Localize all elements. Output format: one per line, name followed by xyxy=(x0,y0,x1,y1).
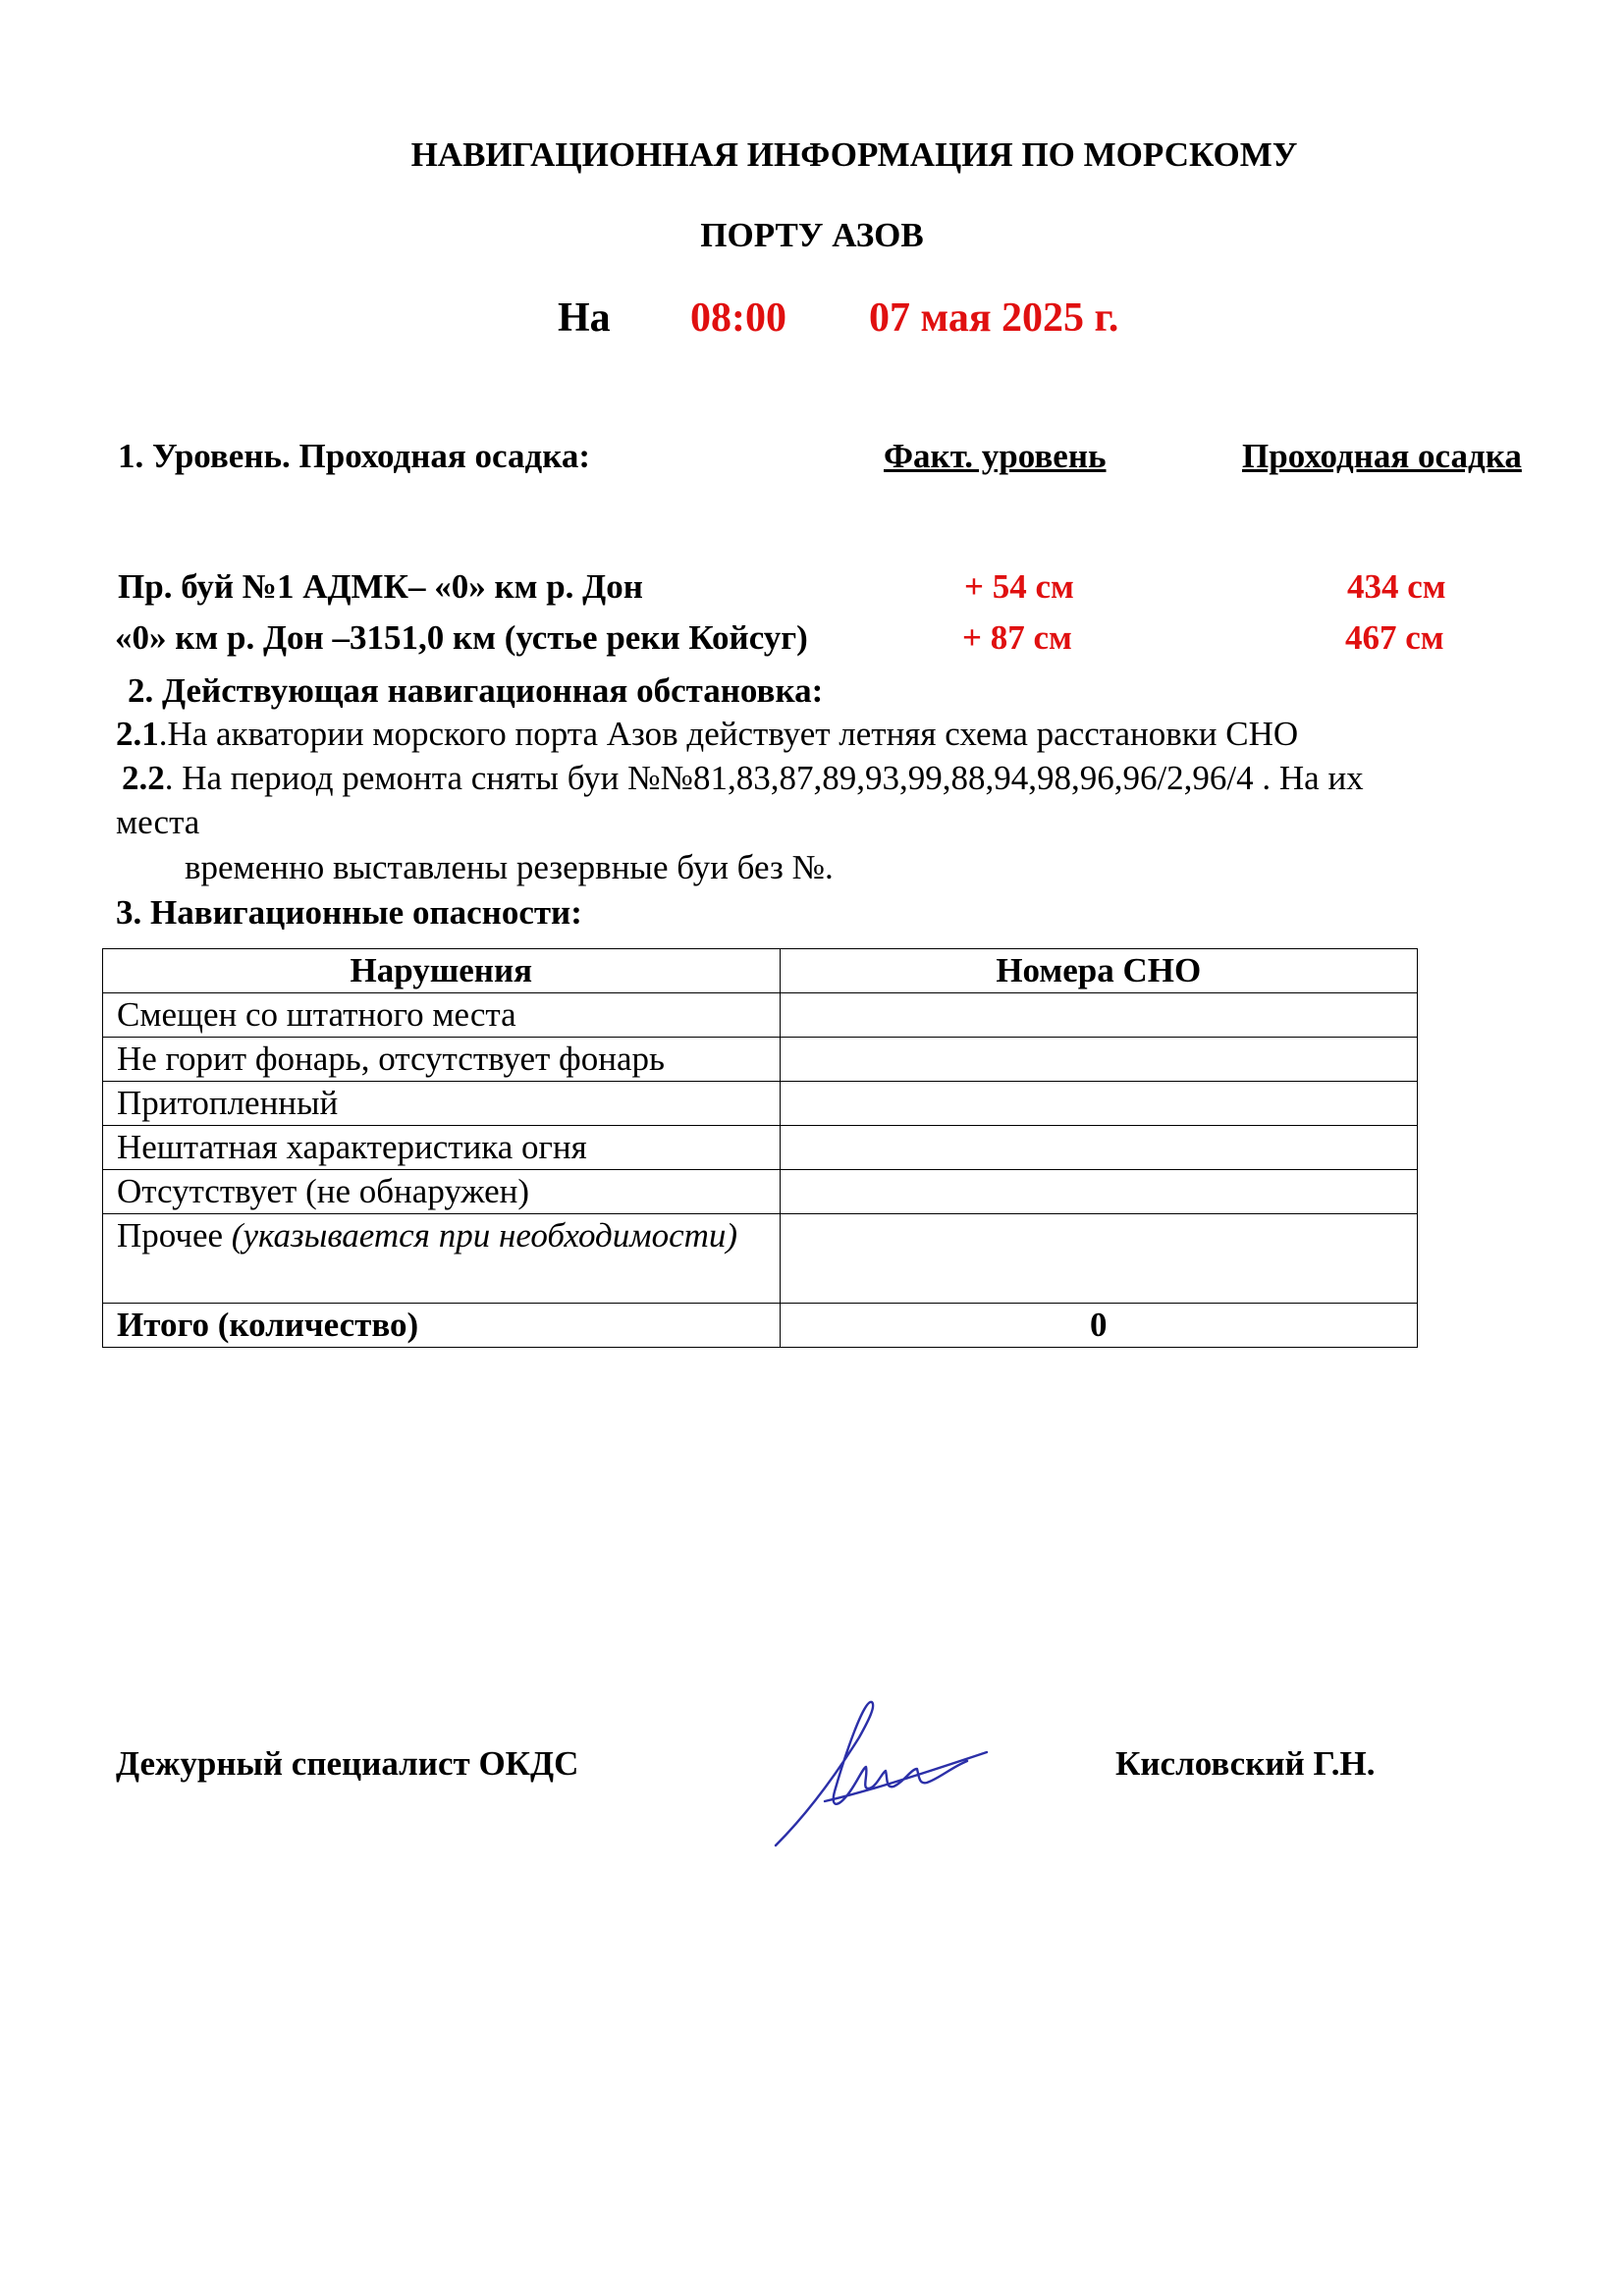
col-draft-header: Проходная осадка xyxy=(1242,437,1522,475)
table-row xyxy=(103,1126,1418,1170)
other-label: Прочее xyxy=(117,1216,232,1255)
draft-row-value: 467 см xyxy=(1345,618,1444,657)
violation-label: Отсутствует (не обнаружен) xyxy=(103,1170,781,1214)
hazards-table xyxy=(102,948,1418,1348)
table-row xyxy=(103,1082,1418,1126)
total-value: 0 xyxy=(780,1304,1417,1348)
col-level-header: Факт. уровень xyxy=(884,437,1107,475)
draft-row-value: 434 см xyxy=(1347,567,1446,606)
level-row-value: + 87 см xyxy=(962,618,1072,657)
violation-value xyxy=(780,1038,1417,1082)
table-header-sno: Номера СНО xyxy=(780,949,1417,993)
paragraph-2-1 xyxy=(116,715,1298,754)
level-row-name: Пр. буй №1 АДМК– «0» км р. Дон xyxy=(118,567,643,606)
title-line-1: НАВИГАЦИОННАЯ ИНФОРМАЦИЯ ПО МОРСКОМУ xyxy=(410,135,1298,174)
table-header-violations: Нарушения xyxy=(103,949,781,993)
violation-value xyxy=(780,1126,1417,1170)
paragraph-number: 2.2 xyxy=(122,759,165,797)
table-row xyxy=(103,993,1418,1038)
paragraph-2-2-cont: места xyxy=(116,803,200,841)
violation-label: Нештатная характеристика огня xyxy=(103,1126,781,1170)
paragraph-text: . На период ремонта сняты буи №№81,83,87,89,93,99,88,94,98,96,96/2,96/4 . На их xyxy=(164,759,1364,797)
violation-value xyxy=(780,993,1417,1038)
section2-title: 2. Действующая навигационная обстановка: xyxy=(128,671,824,710)
violation-label: Смещен со штатного места xyxy=(103,993,781,1038)
table-header-row xyxy=(103,949,1418,993)
footer-name: Кисловский Г.Н. xyxy=(1115,1744,1376,1783)
table-row xyxy=(103,1038,1418,1082)
level-row-name: «0» км р. Дон –3151,0 км (устье реки Койсуг) xyxy=(115,618,808,657)
signature-image xyxy=(766,1698,1001,1855)
violation-value xyxy=(780,1082,1417,1126)
total-label: Итого (количество) xyxy=(103,1304,781,1348)
table-row-other xyxy=(103,1214,1418,1304)
table-total-row xyxy=(103,1304,1418,1348)
violation-value xyxy=(780,1170,1417,1214)
report-time: 08:00 xyxy=(690,295,786,341)
level-row-value: + 54 см xyxy=(964,567,1074,606)
report-date: 07 мая 2025 г. xyxy=(869,295,1119,341)
title-line-2: ПОРТУ АЗОВ xyxy=(700,216,924,254)
paragraph-text: .На акватории морского порта Азов действует летняя схема расстановки СНО xyxy=(158,715,1299,753)
violation-label-other xyxy=(103,1214,781,1304)
violation-value xyxy=(780,1214,1417,1304)
date-prefix: На xyxy=(558,295,611,341)
table-row xyxy=(103,1170,1418,1214)
violation-label: Притопленный xyxy=(103,1082,781,1126)
paragraph-2-2-cont2: временно выставлены резервные буи без №. xyxy=(185,848,834,886)
paragraph-number: 2.1 xyxy=(116,715,159,753)
footer-position: Дежурный специалист ОКДС xyxy=(116,1744,579,1783)
paragraph-2-2 xyxy=(122,759,1364,798)
other-note: (указывается при необходимости) xyxy=(231,1216,738,1255)
violation-label: Не горит фонарь, отсутствует фонарь xyxy=(103,1038,781,1082)
section3-title: 3. Навигационные опасности: xyxy=(116,893,582,932)
section1-title: 1. Уровень. Проходная осадка: xyxy=(118,437,591,475)
